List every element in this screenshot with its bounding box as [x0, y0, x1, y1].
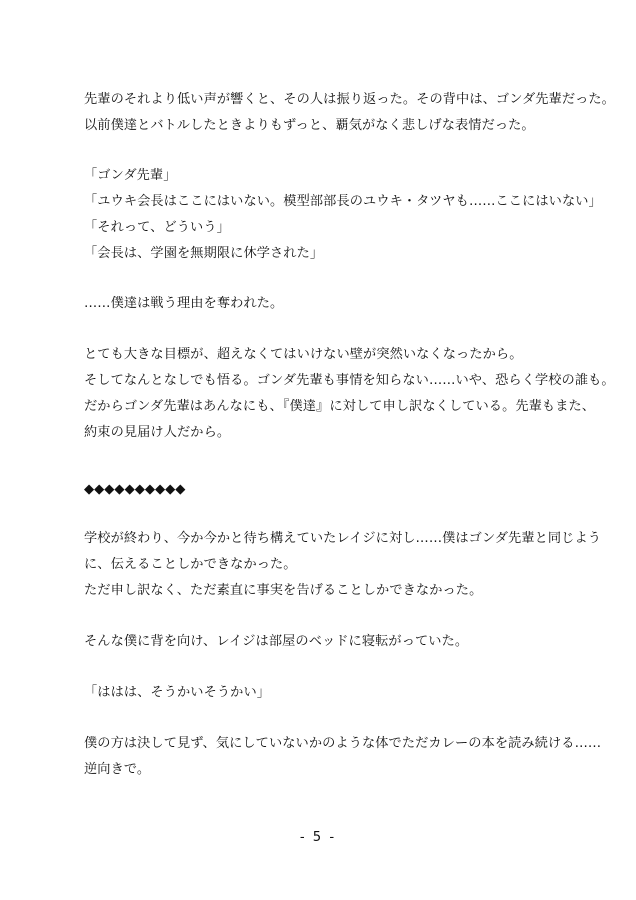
text-line: ただ申し訳なく、ただ素直に事実を告げることしかできなかった。	[84, 583, 483, 598]
dialogue-line: 「ゴンダ先輩」	[84, 168, 177, 183]
text-line: そんな僕に背を向け、レイジは部屋のベッドに寝転がっていた。	[84, 634, 469, 649]
text-line: そしてなんとなしでも悟る。ゴンダ先輩も事情を知らない……いや、恐らく学校の誰も。	[84, 373, 615, 388]
text-line: 以前僕達とバトルしたときよりもずっと、覇気がなく悲しげな表情だった。	[84, 118, 535, 133]
text-line: に、伝えることしかできなかった。	[84, 557, 297, 572]
text-line: 逆向きで。	[84, 762, 151, 777]
text-line: だからゴンダ先輩はあんなにも、『僕達』に対して申し訳なくしている。先輩もまた、	[84, 399, 596, 414]
text-line: 学校が終わり、今か今かと待ち構えていたレイジに対し……僕はゴンダ先輩と同じよう	[84, 531, 602, 546]
text-line: とても大きな目標が、超えなくてはいけない壁が突然いなくなったから。	[84, 347, 523, 362]
dialogue-line: 「ユウキ会長はここにはいない。模型部部長のユウキ・タツヤも……ここにはいない」	[84, 194, 602, 209]
text-line: 先輩のそれより低い声が響くと、その人は振り返った。その背中は、ゴンダ先輩だった。	[84, 92, 615, 107]
text-line: 約束の見届け人だから。	[84, 425, 231, 440]
text-line: 僕の方は決して見ず、気にしていないかのような体でただカレーの本を読み続ける……	[84, 736, 602, 751]
dialogue-line: 「ははは、そうかいそうかい」	[84, 685, 271, 700]
section-divider: ◆◆◆◆◆◆◆◆◆◆	[84, 482, 186, 497]
page-number: - 5 -	[299, 830, 337, 845]
dialogue-line: 「それって、どういう」	[84, 220, 230, 235]
text-line: ……僕達は戦う理由を奪われた。	[84, 296, 284, 311]
dialogue-line: 「会長は、学園を無期限に休学された」	[84, 246, 324, 261]
